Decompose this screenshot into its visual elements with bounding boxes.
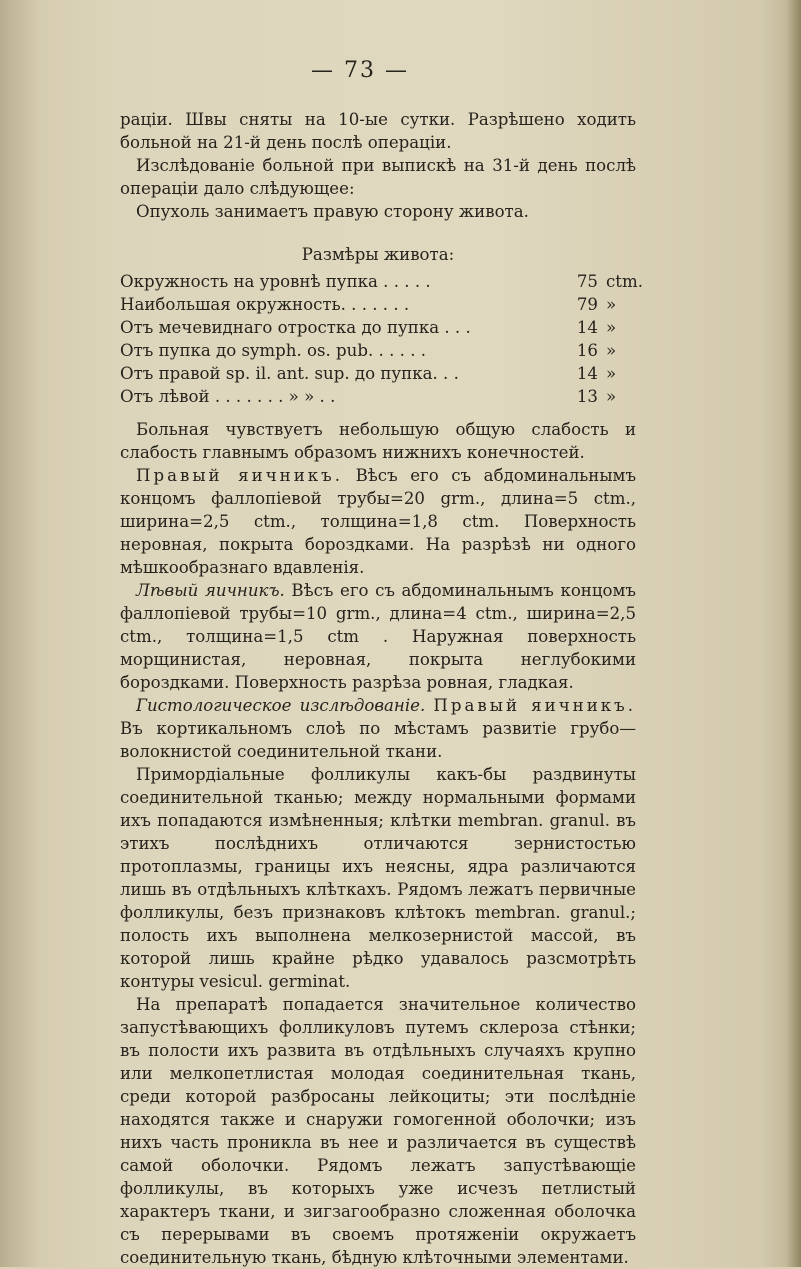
measurement-label: Окружность на уровнѣ пупка . . . . . <box>120 272 431 291</box>
spacer <box>120 408 636 418</box>
measurement-label: Отъ правой sp. il. ant. sup. до пупка. . . <box>120 364 459 383</box>
paragraph-1: раціи. Швы сняты на 10-ые сутки. Разрѣшено ходить больной на 21-й день послѣ операціи. <box>120 110 636 152</box>
right-ovary-text: Вѣсъ его съ абдоминальнымъ концомъ фаллопіевой трубы=20 grm., длина=5 ctm., ширина=2,5 ctm., толщина=1,8 ctm. Поверхность неровная, покрыта бороздками. На разрѣзѣ ни одного мѣшкообразнаго вдавленія. <box>120 466 636 577</box>
page-body <box>120 108 643 1269</box>
measurement-unit: ctm. <box>606 272 643 291</box>
measurement-row <box>120 293 636 316</box>
left-ovary-heading: Лѣвый яичникъ. <box>136 581 285 600</box>
paragraph-histology <box>120 694 636 763</box>
measurement-row <box>120 270 643 293</box>
measurement-value: 14 <box>576 364 598 383</box>
measurements-table <box>120 270 643 408</box>
page-number: — 73 — <box>311 58 409 83</box>
measurement-row <box>120 362 636 385</box>
right-ovary-heading: Правый яичникъ. <box>136 466 343 485</box>
page-edge-shadow <box>787 0 801 1267</box>
measurement-label: Отъ лѣвой . . . . . . . » » . . <box>120 387 336 406</box>
measurement-value: 13 <box>576 387 598 406</box>
measurement-value: 16 <box>576 341 598 360</box>
measurement-value: 14 <box>576 318 598 337</box>
measurement-unit: » <box>606 341 617 360</box>
measurement-unit: » <box>606 295 617 314</box>
paragraph-4: Больная чувствуетъ небольшую общую слабость и слабость главнымъ образомъ нижнихъ конечностей. <box>120 420 636 462</box>
paragraph-2: Изслѣдованіе больной при выпискѣ на 31-й день послѣ операціи дало слѣдующее: <box>120 156 636 198</box>
paragraph-right-ovary <box>120 464 636 579</box>
measurement-unit: » <box>606 387 617 406</box>
measurement-row <box>120 316 636 339</box>
measurement-row <box>120 339 636 362</box>
histology-heading: Гистологическое изслѣдованіе. <box>136 696 426 715</box>
paragraph-left-ovary <box>120 579 636 694</box>
paragraph-preparation: На препаратѣ попадается значительное количество запустѣвающихъ фолликуловъ путемъ склероза стѣнки; въ полости ихъ развита въ отдѣльныхъ случаяхъ крупно или мелкопетлистая молодая соединительная ткань, среди которой разбросаны лейкоциты; эти послѣдніе находятся также и снаружи гомогенной оболочки; изъ нихъ часть проникла въ нее и различается въ существѣ самой оболочки. Рядомъ лежатъ запустѣвающіе фолликулы, въ которыхъ уже исчезъ петлистый характеръ ткани, и зигзагообразно сложенная оболочка съ перерывами въ своемъ протяженіи окружаетъ соединительную ткань, бѣдную клѣточными элементами. <box>120 995 636 1267</box>
measurement-value: 75 <box>576 272 598 291</box>
measurement-label: Наибольшая окружность. . . . . . . <box>120 295 410 314</box>
measurement-value: 79 <box>576 295 598 314</box>
histology-text: Въ кортикальномъ слоѣ по мѣстамъ развитіе грубо—волокнистой соединительной ткани. <box>120 719 636 761</box>
measurement-label: Отъ пупка до symph. os. pub. . . . . . <box>120 341 427 360</box>
measurements-title: Размѣры живота: <box>301 245 455 264</box>
measurement-label: Отъ мечевиднаго отростка до пупка . . . <box>120 318 471 337</box>
paragraph-3: Опухоль занимаетъ правую сторону живота. <box>136 202 529 221</box>
histology-subheading: Правый яичникъ. <box>433 696 636 715</box>
paragraph-follicles: Примордіальные фолликулы какъ-бы раздвинуты соединительной тканью; между нормальными формами ихъ попадаются измѣненныя; клѣтки membran. granul. въ этихъ послѣднихъ отличаются зернистостью протоплазмы, границы ихъ неясны, ядра различаются лишь въ отдѣльныхъ клѣткахъ. Рядомъ лежатъ первичные фолликулы, безъ признаковъ клѣтокъ membran. granul.; полость ихъ выполнена мелкозернистой массой, въ которой лишь крайне рѣдко удавалось разсмотрѣть контуры vesicul. germinat. <box>120 765 636 991</box>
measurement-unit: » <box>606 364 617 383</box>
measurement-unit: » <box>606 318 617 337</box>
left-ovary-text: Вѣсъ его съ абдоминальнымъ концомъ фаллопіевой трубы=10 grm., длина=4 ctm., ширина=2,5 ctm., толщина=1,5 ctm . Наружная поверхность морщинистая, неровная, покрыта неглубокими бороздками. Поверхность разрѣза ровная, гладкая. <box>120 581 636 692</box>
measurement-row <box>120 385 636 408</box>
